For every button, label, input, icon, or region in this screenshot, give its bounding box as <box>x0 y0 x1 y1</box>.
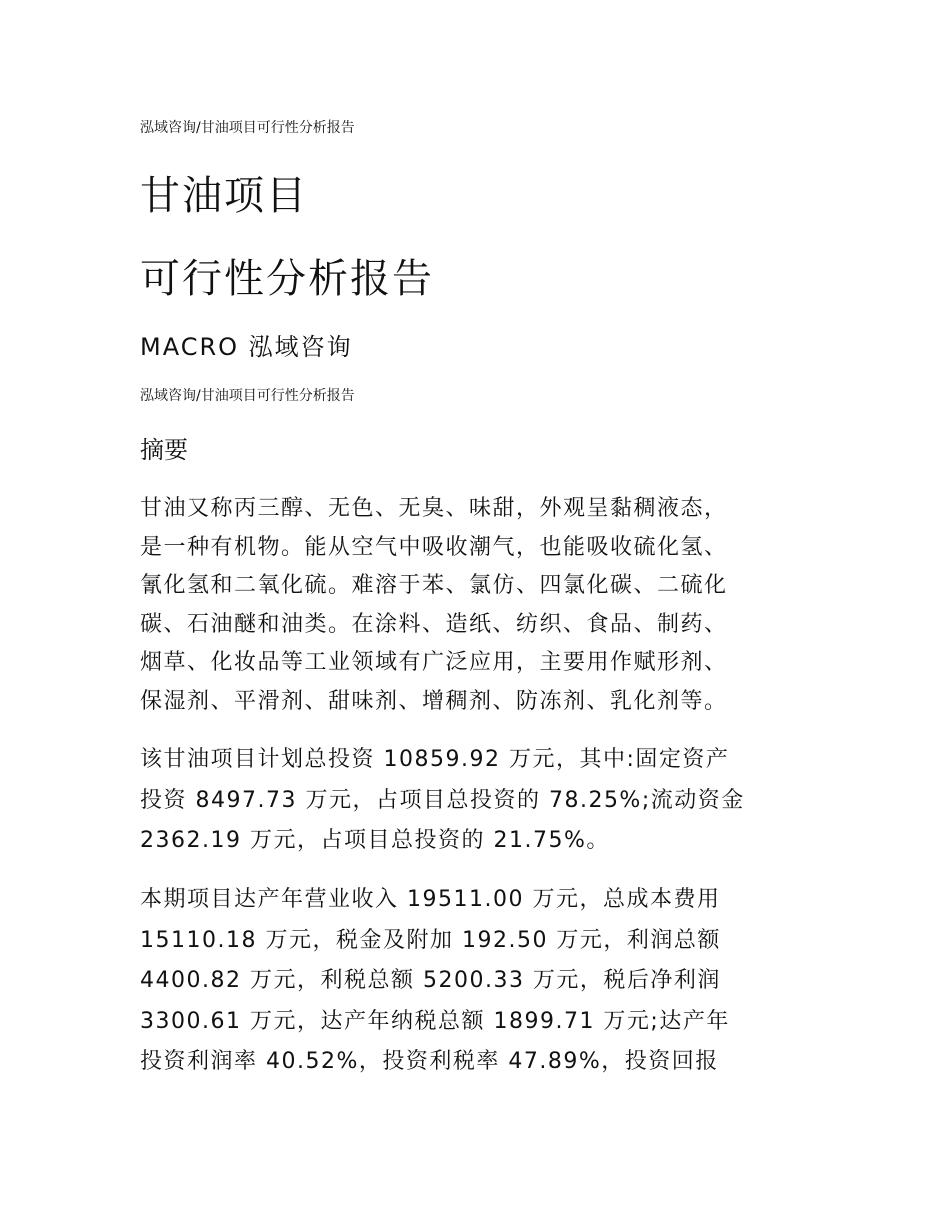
paragraph-line: 3300.61 万元，达产年纳税总额 1899.71 万元;达产年 <box>140 1008 730 1034</box>
abstract-paragraph-2 <box>140 740 830 862</box>
paragraph-line: 是一种有机物。能从空气中吸收潮气，也能吸收硫化氢、 <box>140 534 728 560</box>
title-line-1: 甘油项目 <box>140 173 308 219</box>
paragraph-line: 甘油又称丙三醇、无色、无臭、味甜，外观呈黏稠液态， <box>140 496 728 521</box>
paragraph-line: 15110.18 万元，税金及附加 192.50 万元，利润总额 <box>140 927 721 953</box>
paragraph-line: 4400.82 万元，利税总额 5200.33 万元，税后净利润 <box>140 968 721 993</box>
paragraph-line: 氰化氢和二氧化硫。难溶于苯、氯仿、四氯化碳、二硫化 <box>140 573 728 598</box>
paragraph-line: 烟草、化妆品等工业领域有广泛应用，主要用作赋形剂、 <box>140 650 728 675</box>
abstract-heading: 摘要 <box>140 436 188 464</box>
abstract-paragraph-3 <box>140 880 830 1083</box>
brand-name: MACRO 泓域咨询 <box>140 333 353 361</box>
abstract-paragraph-1 <box>140 490 830 721</box>
breadcrumb-header: 泓域咨询/甘油项目可行性分析报告 <box>140 120 355 136</box>
title-line-2: 可行性分析报告 <box>140 256 434 302</box>
paragraph-line: 投资 8497.73 万元，占项目总投资的 78.25%;流动资金 <box>140 787 745 813</box>
paragraph-line: 碳、石油醚和油类。在涂料、造纸、纺织、食品、制药、 <box>140 611 728 637</box>
paragraph-line: 2362.19 万元，占项目总投资的 21.75%。 <box>140 828 610 853</box>
paragraph-line: 保湿剂、平滑剂、甜味剂、增稠剂、防冻剂、乳化剂等。 <box>140 688 728 714</box>
paragraph-line: 本期项目达产年营业收入 19511.00 万元，总成本费用 <box>140 887 721 912</box>
paragraph-line: 投资利润率 40.52%，投资利税率 47.89%，投资回报 <box>140 1049 719 1074</box>
paragraph-line: 该甘油项目计划总投资 10859.92 万元，其中:固定资产 <box>140 747 730 772</box>
breadcrumb-secondary: 泓域咨询/甘油项目可行性分析报告 <box>140 388 355 404</box>
